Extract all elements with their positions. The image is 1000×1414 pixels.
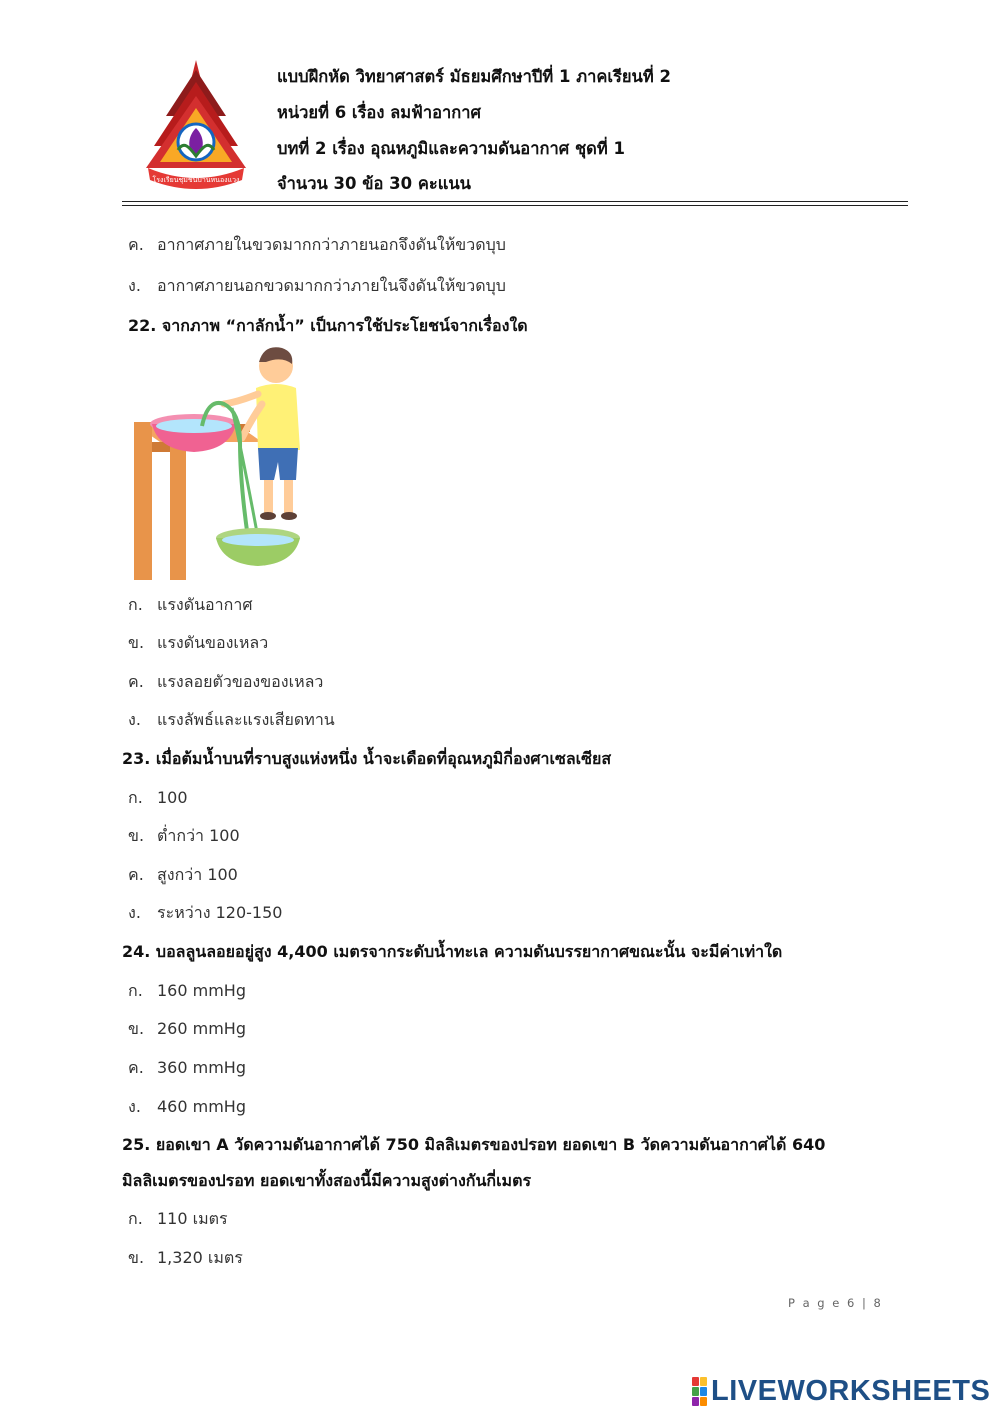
option-text: แรงลอยตัวของของเหลว <box>157 672 324 691</box>
q24-option-a[interactable] <box>128 979 246 1004</box>
option-text: 460 mmHg <box>157 1097 246 1116</box>
option-text: 110 เมตร <box>157 1209 228 1228</box>
q23-option-b[interactable] <box>128 824 240 849</box>
option-text: แรงดันอากาศ <box>157 595 253 614</box>
q22-option-a[interactable] <box>128 593 252 618</box>
option-prev-d[interactable] <box>128 274 506 299</box>
option-label: ข. <box>128 1019 145 1038</box>
option-text: แรงลัพธ์และแรงเสียดทาน <box>157 710 335 729</box>
header-count: จำนวน 30 ข้อ 30 คะแนน <box>277 174 471 193</box>
siphon-boy-illustration <box>132 342 312 584</box>
q22-option-c[interactable] <box>128 670 323 695</box>
option-label: ข. <box>128 633 145 652</box>
grid-cell <box>692 1377 699 1386</box>
option-text: สูงกว่า 100 <box>157 865 238 884</box>
q23-option-a[interactable] <box>128 786 188 811</box>
option-label: ข. <box>128 1248 145 1267</box>
option-text: 1,320 เมตร <box>157 1248 243 1267</box>
option-text: อากาศภายในขวดมากกว่าภายนอกจึงดันให้ขวดบุบ <box>157 235 506 254</box>
header-title: แบบฝึกหัด วิทยาศาสตร์ มัธยมศึกษาปีที่ 1 ภาคเรียนที่ 2 <box>277 67 671 86</box>
q25-option-a[interactable] <box>128 1207 228 1232</box>
option-label: ง. <box>128 903 141 922</box>
option-label: ง. <box>128 276 141 295</box>
q24-option-d[interactable] <box>128 1095 246 1120</box>
option-label: ค. <box>128 235 144 254</box>
option-text: ต่ำกว่า 100 <box>157 826 240 845</box>
grid-cell <box>700 1397 707 1406</box>
q22-option-b[interactable] <box>128 631 268 656</box>
option-label: ข. <box>128 826 145 845</box>
option-prev-c[interactable] <box>128 233 506 258</box>
option-text: อากาศภายนอกขวดมากกว่าภายในจึงดันให้ขวดบุบ <box>157 276 506 295</box>
grid-cell <box>692 1387 699 1396</box>
header-divider-2 <box>122 205 908 206</box>
liveworksheets-brand: LIVEWORKSHEETS <box>711 1374 991 1407</box>
page-number: P a g e 6 | 8 <box>788 1296 883 1310</box>
option-text: ระหว่าง 120-150 <box>157 903 283 922</box>
school-emblem-icon <box>134 56 258 198</box>
logo-caption: โรงเรียนชุมชนบ้านหนองแวง <box>152 176 240 184</box>
q23-option-d[interactable] <box>128 901 282 926</box>
q24-option-c[interactable] <box>128 1056 246 1081</box>
option-text: 260 mmHg <box>157 1019 246 1038</box>
q24-option-b[interactable] <box>128 1017 246 1042</box>
question-23: 23. เมื่อต้มน้ำบนที่ราบสูงแห่งหนึ่ง น้ำจะเดือดที่อุณหภูมิกี่องศาเซลเซียส <box>122 749 612 768</box>
option-label: ค. <box>128 672 144 691</box>
option-text: 160 mmHg <box>157 981 246 1000</box>
option-label: ง. <box>128 710 141 729</box>
question-25-line2: มิลลิเมตรของปรอท ยอดเขาทั้งสองนี้มีความสูงต่างกันกี่เมตร <box>122 1171 532 1190</box>
liveworksheets-grid-icon <box>692 1377 707 1406</box>
grid-cell <box>700 1377 707 1386</box>
question-22: 22. จากภาพ “กาลักน้ำ” เป็นการใช้ประโยชน์จากเรื่องใด <box>128 316 528 335</box>
option-text: 360 mmHg <box>157 1058 246 1077</box>
header-unit: หน่วยที่ 6 เรื่อง ลมฟ้าอากาศ <box>277 103 481 122</box>
question-25-line1: 25. ยอดเขา A วัดความดันอากาศได้ 750 มิลลิเมตรของปรอท ยอดเขา B วัดความดันอากาศได้ 640 <box>122 1135 826 1154</box>
q25-option-b[interactable] <box>128 1246 243 1271</box>
option-label: ก. <box>128 1209 143 1228</box>
question-24: 24. บอลลูนลอยอยู่สูง 4,400 เมตรจากระดับน้ำทะเล ความดันบรรยากาศขณะนั้น จะมีค่าเท่าใด <box>122 942 783 961</box>
option-text: 100 <box>157 788 188 807</box>
option-label: ก. <box>128 788 143 807</box>
option-label: ก. <box>128 595 143 614</box>
option-label: ง. <box>128 1097 141 1116</box>
grid-cell <box>692 1397 699 1406</box>
grid-cell <box>700 1387 707 1396</box>
q23-option-c[interactable] <box>128 863 238 888</box>
option-label: ค. <box>128 1058 144 1077</box>
q22-option-d[interactable] <box>128 708 335 733</box>
header-lesson: บทที่ 2 เรื่อง อุณหภูมิและความดันอากาศ ชุดที่ 1 <box>277 139 625 158</box>
option-label: ก. <box>128 981 143 1000</box>
liveworksheets-logo[interactable] <box>692 1374 990 1408</box>
header-divider <box>122 201 908 202</box>
option-text: แรงดันของเหลว <box>157 633 269 652</box>
option-label: ค. <box>128 865 144 884</box>
